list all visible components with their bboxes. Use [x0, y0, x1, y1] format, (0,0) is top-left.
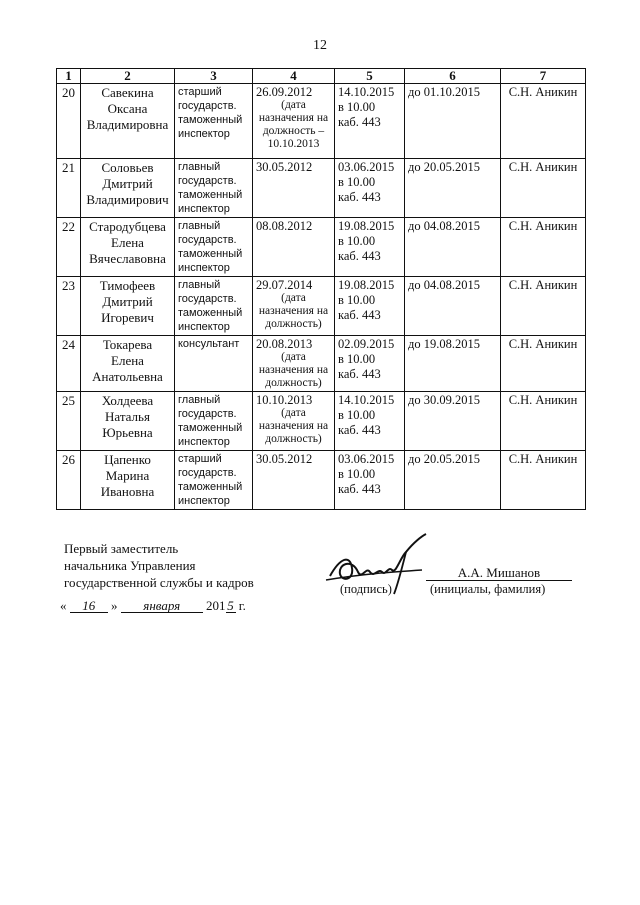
column-header: 7 [501, 69, 586, 84]
appointment-date-cell [253, 277, 335, 336]
date-note-line: 10.10.2013 [267, 138, 320, 150]
date-note-line: должность – [262, 125, 325, 137]
date-day: 16 [70, 599, 108, 613]
appointment-date: 26.09.2012 [256, 85, 313, 99]
date-line [60, 598, 246, 614]
exam-cell [335, 336, 405, 392]
column-header: 4 [253, 69, 335, 84]
position-line: главный [178, 279, 221, 291]
position-cell [175, 336, 253, 392]
name-line: Холдеева [101, 393, 154, 408]
name-line: Игоревич [101, 310, 154, 325]
deadline-cell [405, 336, 501, 392]
date-open-quote: « [60, 598, 67, 613]
date-note-line: назначения на [258, 305, 329, 317]
exam-line: каб. 443 [338, 367, 381, 381]
exam-line: 03.06.2015 [338, 160, 395, 174]
position-line: консультант [178, 338, 240, 350]
name-line: Дмитрий [102, 294, 153, 309]
name-line: Токарева [102, 337, 153, 352]
exam-line: 03.06.2015 [338, 452, 395, 466]
appointment-date: 30.05.2012 [256, 160, 313, 174]
exam-line: в 10.00 [338, 408, 376, 422]
position-line: инспектор [178, 262, 230, 274]
exam-line: в 10.00 [338, 293, 376, 307]
deadline: до 30.09.2015 [408, 393, 480, 407]
date-note-line: должность) [265, 433, 322, 445]
name-line: Савекина [101, 85, 154, 100]
responsible: С.Н. Аникин [508, 452, 578, 466]
appointment-date: 10.10.2013 [256, 393, 313, 407]
exam-cell [335, 451, 405, 510]
name-line: Анатольевна [92, 369, 163, 384]
deadline-cell [405, 392, 501, 451]
table-row [57, 218, 586, 277]
initials-caption: (инициалы, фамилия) [430, 582, 546, 596]
exam-line: 14.10.2015 [338, 393, 395, 407]
deadline-cell [405, 451, 501, 510]
exam-line: каб. 443 [338, 249, 381, 263]
full-name-cell [81, 451, 175, 510]
column-header: 2 [81, 69, 175, 84]
position-line: старший [178, 86, 222, 98]
position-line: таможенный [178, 189, 243, 201]
responsible-cell [501, 336, 586, 392]
responsible-cell [501, 392, 586, 451]
position-line: таможенный [178, 114, 243, 126]
position-cell [175, 218, 253, 277]
name-line: Цапенко [104, 452, 151, 467]
exam-line: каб. 443 [338, 482, 381, 496]
appointment-date-cell [253, 159, 335, 218]
date-note-line: должность) [265, 377, 322, 389]
exam-line: 19.08.2015 [338, 219, 395, 233]
date-year-digit: 5 [227, 598, 234, 613]
appointment-date: 29.07.2014 [256, 278, 313, 292]
exam-cell [335, 84, 405, 159]
name-line: Ивановна [100, 484, 155, 499]
name-line: Наталья [105, 409, 150, 424]
exam-line: 19.08.2015 [338, 278, 395, 292]
responsible-cell [501, 277, 586, 336]
date-month: января [121, 599, 203, 613]
position-line: таможенный [178, 422, 243, 434]
row-number: 22 [62, 219, 75, 234]
full-name-cell [81, 277, 175, 336]
row-number: 26 [62, 452, 75, 467]
position-line: государств. [178, 234, 237, 246]
exam-line: 02.09.2015 [338, 337, 395, 351]
date-note-line: (дата [281, 99, 306, 111]
exam-line: в 10.00 [338, 352, 376, 366]
deadline-cell [405, 218, 501, 277]
position-line: таможенный [178, 481, 243, 493]
exam-line: 14.10.2015 [338, 85, 395, 99]
name-line: Дмитрий [102, 176, 153, 191]
responsible: С.Н. Аникин [508, 160, 578, 174]
position-line: главный [178, 161, 221, 173]
position-line: инспектор [178, 436, 230, 448]
responsible: С.Н. Аникин [508, 393, 578, 407]
column-header: 3 [175, 69, 253, 84]
signatory-line: государственной службы и кадров [64, 575, 254, 590]
appointment-date-cell [253, 392, 335, 451]
row-number: 20 [62, 85, 75, 100]
name-line: Елена [111, 353, 144, 368]
position-line: главный [178, 394, 221, 406]
name-line: Вячеславовна [89, 251, 166, 266]
date-note-line: (дата [281, 407, 306, 419]
position-line: инспектор [178, 128, 230, 140]
table-row [57, 392, 586, 451]
full-name-cell [81, 159, 175, 218]
row-number-cell [57, 336, 81, 392]
full-name-cell [81, 336, 175, 392]
exam-line: каб. 443 [338, 115, 381, 129]
responsible-cell [501, 218, 586, 277]
header-row [57, 69, 586, 84]
position-line: инспектор [178, 203, 230, 215]
deadline: до 01.10.2015 [408, 85, 480, 99]
date-year-prefix: 201 [206, 598, 226, 613]
deadline: до 20.05.2015 [408, 160, 480, 174]
name-line: Оксана [107, 101, 148, 116]
signatory-line: начальника Управления [64, 558, 196, 573]
table-body [57, 84, 586, 510]
signatory-name: А.А. Мишанов [426, 566, 572, 581]
name-line: Стародубцева [89, 219, 166, 234]
position-line: государств. [178, 175, 237, 187]
position-cell [175, 84, 253, 159]
exam-line: в 10.00 [338, 234, 376, 248]
row-number: 23 [62, 278, 75, 293]
deadline: до 04.08.2015 [408, 219, 480, 233]
deadline-cell [405, 277, 501, 336]
exam-line: в 10.00 [338, 100, 376, 114]
position-line: государств. [178, 100, 237, 112]
name-line: Елена [111, 235, 144, 250]
exam-line: каб. 443 [338, 423, 381, 437]
full-name-cell [81, 392, 175, 451]
position-line: государств. [178, 408, 237, 420]
position-cell [175, 392, 253, 451]
position-cell [175, 277, 253, 336]
row-number-cell [57, 451, 81, 510]
deadline: до 20.05.2015 [408, 452, 480, 466]
exam-cell [335, 392, 405, 451]
position-line: старший [178, 453, 222, 465]
date-note-line: назначения на [258, 364, 329, 376]
position-line: инспектор [178, 495, 230, 507]
column-header: 5 [335, 69, 405, 84]
row-number-cell [57, 159, 81, 218]
exam-line: каб. 443 [338, 308, 381, 322]
signatory-title [64, 540, 254, 591]
position-line: таможенный [178, 248, 243, 260]
signatory-line: Первый заместитель [64, 541, 179, 556]
date-note-line: назначения на [258, 112, 329, 124]
date-note-line: должность) [265, 318, 322, 330]
table-row [57, 159, 586, 218]
date-close-quote: » [111, 598, 118, 613]
staff-table [56, 68, 586, 510]
appointment-date: 20.08.2013 [256, 337, 313, 351]
responsible-cell [501, 451, 586, 510]
appointment-date-cell [253, 336, 335, 392]
row-number-cell [57, 392, 81, 451]
full-name-cell [81, 84, 175, 159]
appointment-date: 08.08.2012 [256, 219, 313, 233]
position-line: инспектор [178, 321, 230, 333]
appointment-date: 30.05.2012 [256, 452, 313, 466]
position-line: государств. [178, 293, 237, 305]
date-note-line: (дата [281, 292, 306, 304]
name-line: Владимировна [86, 117, 169, 132]
exam-line: каб. 443 [338, 190, 381, 204]
name-line: Тимофеев [99, 278, 156, 293]
row-number-cell [57, 277, 81, 336]
table-row [57, 336, 586, 392]
page-number: 12 [313, 38, 327, 53]
name-line: Владимирович [86, 192, 169, 207]
table-row [57, 84, 586, 159]
name-line: Юрьевна [102, 425, 153, 440]
position-line: государств. [178, 467, 237, 479]
deadline: до 19.08.2015 [408, 337, 480, 351]
exam-line: в 10.00 [338, 175, 376, 189]
exam-cell [335, 218, 405, 277]
deadline-cell [405, 84, 501, 159]
row-number: 25 [62, 393, 75, 408]
row-number: 24 [62, 337, 75, 352]
row-number: 21 [62, 160, 75, 175]
column-header: 6 [405, 69, 501, 84]
appointment-date-cell [253, 451, 335, 510]
deadline: до 04.08.2015 [408, 278, 480, 292]
row-number-cell [57, 84, 81, 159]
position-line: главный [178, 220, 221, 232]
responsible: С.Н. Аникин [508, 337, 578, 351]
name-line: Марина [105, 468, 150, 483]
appointment-date-cell [253, 218, 335, 277]
exam-cell [335, 159, 405, 218]
name-line: Соловьев [101, 160, 154, 175]
exam-line: в 10.00 [338, 467, 376, 481]
responsible-cell [501, 159, 586, 218]
date-suffix: г. [238, 598, 246, 613]
deadline-cell [405, 159, 501, 218]
responsible: С.Н. Аникин [508, 219, 578, 233]
table-row [57, 277, 586, 336]
date-note-line: (дата [281, 351, 306, 363]
column-header: 1 [57, 69, 81, 84]
position-cell [175, 159, 253, 218]
signature-caption: (подпись) [340, 582, 392, 596]
exam-cell [335, 277, 405, 336]
position-line: таможенный [178, 307, 243, 319]
responsible: С.Н. Аникин [508, 85, 578, 99]
position-cell [175, 451, 253, 510]
date-note-line: назначения на [258, 420, 329, 432]
appointment-date-cell [253, 84, 335, 159]
full-name-cell [81, 218, 175, 277]
table-row [57, 451, 586, 510]
responsible: С.Н. Аникин [508, 278, 578, 292]
responsible-cell [501, 84, 586, 159]
row-number-cell [57, 218, 81, 277]
